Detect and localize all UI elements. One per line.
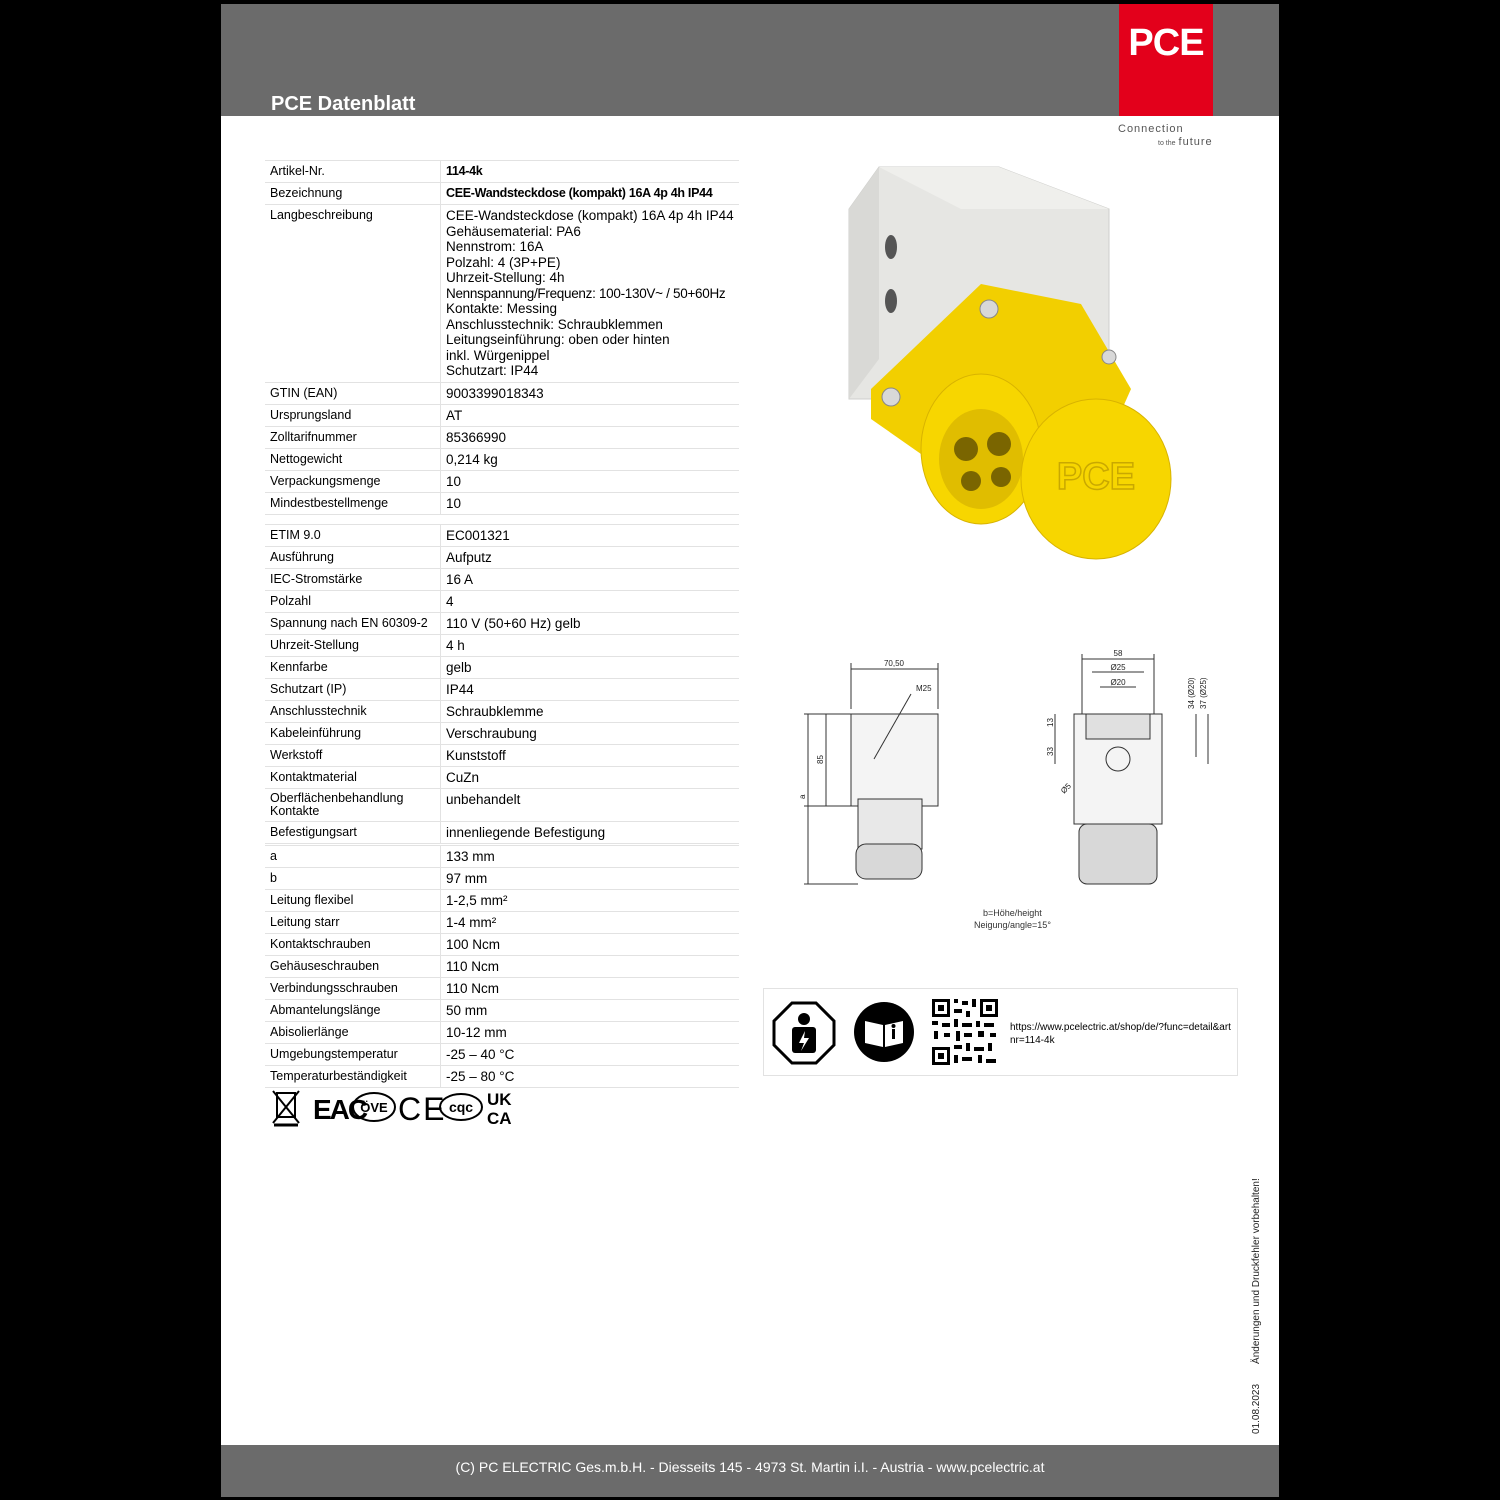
row-key: Oberflächenbehandlung Kontakte — [265, 789, 441, 822]
read-manual-icon — [853, 1001, 915, 1063]
pce-logo — [1119, 4, 1213, 116]
table-row — [265, 205, 739, 383]
dim-width: 70,50 — [883, 659, 905, 668]
row-key: IEC-Stromstärke — [265, 569, 441, 591]
row-value: 110 V (50+60 Hz) gelb — [441, 613, 740, 635]
row-value: 97 mm — [441, 868, 740, 890]
desc-line: Anschlusstechnik: Schraubklemmen — [446, 316, 663, 332]
row-key: Kontaktschrauben — [265, 934, 441, 956]
table-row — [265, 1066, 739, 1088]
table-row — [265, 767, 739, 789]
qualified-electrician-icon — [772, 1001, 836, 1065]
product-url-link[interactable]: https://www.pcelectric.at/shop/de/?func=detail&artnr=114-4k — [1010, 1022, 1231, 1046]
row-value: 16 A — [441, 569, 740, 591]
row-value: unbehandelt — [441, 789, 740, 822]
row-value: CuZn — [441, 767, 740, 789]
table-row — [265, 978, 739, 1000]
dim-a: a — [798, 794, 807, 799]
dim-58: 58 — [1113, 649, 1123, 658]
installation-table — [265, 845, 739, 1088]
row-key: Temperaturbeständigkeit — [265, 1066, 441, 1088]
eac-mark: EAC — [313, 1094, 367, 1125]
table-row — [265, 1044, 739, 1066]
cqc-mark: cqc — [448, 1099, 474, 1115]
row-key: Abisolierlänge — [265, 1022, 441, 1044]
table-row — [265, 183, 739, 205]
row-key: Verpackungsmenge — [265, 470, 441, 492]
row-value: 10 — [441, 470, 740, 492]
desc-line: Polzahl: 4 (3P+PE) — [446, 254, 561, 270]
dim-85: 85 — [816, 755, 825, 764]
row-value: 114-4k — [441, 161, 740, 183]
table-row — [265, 470, 739, 492]
row-value: 1-2,5 mm² — [441, 890, 740, 912]
product-image — [841, 159, 1186, 569]
row-value: 133 mm — [441, 846, 740, 868]
desc-line: Kontakte: Messing — [446, 301, 558, 316]
table-row — [265, 569, 739, 591]
row-value: -25 – 40 °C — [441, 1044, 740, 1066]
table-row — [265, 723, 739, 745]
row-value: Schraubklemme — [441, 701, 740, 723]
row-value: 85366990 — [441, 426, 740, 448]
desc-line: Schutzart: IP44 — [446, 363, 539, 378]
datasheet-page — [221, 4, 1279, 1497]
article-table — [265, 160, 739, 515]
row-key: Kabeleinführung — [265, 723, 441, 745]
row-key: Kontaktmaterial — [265, 767, 441, 789]
row-key: Zolltarifnummer — [265, 426, 441, 448]
table-row — [265, 679, 739, 701]
row-key: Artikel-Nr. — [265, 161, 441, 183]
row-key: Schutzart (IP) — [265, 679, 441, 701]
row-key: a — [265, 846, 441, 868]
desc-line: Gehäusematerial: PA6 — [446, 223, 581, 239]
ove-mark: ÖVE — [360, 1100, 388, 1115]
technical-drawing — [796, 639, 1226, 929]
row-key: Werkstoff — [265, 745, 441, 767]
table-row — [265, 956, 739, 978]
row-key: Verbindungsschrauben — [265, 978, 441, 1000]
row-key: GTIN (EAN) — [265, 382, 441, 404]
row-key: Befestigungsart — [265, 822, 441, 844]
side-note-disclaimer: Änderungen und Druckfehler vorbehalten! — [1251, 1178, 1262, 1364]
tagline-small: to the — [1158, 140, 1176, 147]
row-key: Polzahl — [265, 591, 441, 613]
row-key: Ursprungsland — [265, 404, 441, 426]
drawing-note-height: b=Höhe/height — [983, 908, 1042, 918]
row-key: Leitung flexibel — [265, 890, 441, 912]
row-key: Anschlusstechnik — [265, 701, 441, 723]
desc-line: Nennspannung/Frequenz: 100-130V~ / 50+60Hz — [446, 285, 726, 301]
logo-text: PCE — [1128, 22, 1204, 64]
row-value: 110 Ncm — [441, 978, 740, 1000]
row-value: Aufputz — [441, 547, 740, 569]
row-value: CEE-Wandsteckdose (kompakt) 16A 4p 4h IP44 — [441, 183, 740, 205]
ukca-mark-uk: UK — [487, 1090, 512, 1109]
ce-mark: CE — [398, 1091, 447, 1127]
row-value: gelb — [441, 657, 740, 679]
row-key: Spannung nach EN 60309-2 — [265, 613, 441, 635]
certification-marks — [269, 1087, 529, 1127]
row-value: AT — [441, 404, 740, 426]
table-row — [265, 404, 739, 426]
desc-line: inkl. Würgenippel — [446, 347, 550, 363]
table-row — [265, 547, 739, 569]
row-value: IP44 — [441, 679, 740, 701]
table-row — [265, 613, 739, 635]
row-key: ETIM 9.0 — [265, 525, 441, 547]
dim-33: 33 — [1046, 747, 1055, 756]
dim-d20: Ø20 — [1110, 678, 1126, 687]
row-value: 110 Ncm — [441, 956, 740, 978]
row-key: Abmantelungslänge — [265, 1000, 441, 1022]
dim-13: 13 — [1046, 718, 1055, 727]
table-row — [265, 912, 739, 934]
row-value: 4 — [441, 591, 740, 613]
table-row — [265, 525, 739, 547]
dim-thread: M25 — [916, 684, 932, 693]
row-value: -25 – 80 °C — [441, 1066, 740, 1088]
row-value: 9003399018343 — [441, 382, 740, 404]
table-row — [265, 789, 739, 822]
row-key: Leitung starr — [265, 912, 441, 934]
desc-line: Nennstrom: 16A — [446, 239, 544, 254]
table-row — [265, 448, 739, 470]
table-row — [265, 745, 739, 767]
row-value: Kunststoff — [441, 745, 740, 767]
side-note — [1251, 1178, 1262, 1434]
row-value: EC001321 — [441, 525, 740, 547]
row-value: 10-12 mm — [441, 1022, 740, 1044]
row-value: 4 h — [441, 635, 740, 657]
table-row — [265, 161, 739, 183]
row-key: Gehäuseschrauben — [265, 956, 441, 978]
table-row — [265, 934, 739, 956]
dim-34: 34 (Ø20) — [1187, 677, 1196, 709]
qr-code-icon — [930, 997, 1000, 1067]
row-value: 1-4 mm² — [441, 912, 740, 934]
drawing-note-angle: Neigung/angle=15° — [974, 920, 1051, 930]
row-value: innenliegende Befestigung — [441, 822, 740, 844]
row-key: Bezeichnung — [265, 183, 441, 205]
table-row — [265, 822, 739, 844]
row-key: Kennfarbe — [265, 657, 441, 679]
product-logo-emboss: PCE — [1056, 456, 1136, 498]
dim-37: 37 (Ø25) — [1199, 677, 1208, 709]
dim-d25: Ø25 — [1110, 663, 1126, 672]
table-row — [265, 591, 739, 613]
table-row — [265, 426, 739, 448]
desc-line: Leitungseinführung: oben oder hinten — [446, 332, 670, 347]
row-value: 50 mm — [441, 1000, 740, 1022]
weee-bin-icon — [273, 1091, 299, 1125]
row-key: Mindestbestellmenge — [265, 492, 441, 514]
row-key: Uhrzeit-Stellung — [265, 635, 441, 657]
table-row — [265, 382, 739, 404]
footer-text: (C) PC ELECTRIC Ges.m.b.H. - Diesseits 145 - 4973 St. Martin i.I. - Austria - www.pcelectric.at — [455, 1459, 1045, 1475]
page-title: PCE Datenblatt — [271, 93, 416, 115]
row-value: 0,214 kg — [441, 448, 740, 470]
table-row — [265, 846, 739, 868]
row-value: 10 — [441, 492, 740, 514]
etim-table — [265, 524, 739, 844]
tagline-future-word: future — [1178, 136, 1213, 148]
long-description — [441, 205, 740, 383]
row-value: 100 Ncm — [441, 934, 740, 956]
ukca-mark-ca: CA — [487, 1109, 512, 1127]
table-row — [265, 701, 739, 723]
header-bar — [221, 4, 1279, 116]
row-key: Langbeschreibung — [265, 205, 441, 383]
row-key: b — [265, 868, 441, 890]
footer-bar — [221, 1445, 1279, 1497]
tagline-connection: Connection — [1118, 123, 1184, 135]
table-row — [265, 635, 739, 657]
table-row — [265, 657, 739, 679]
row-key: Ausführung — [265, 547, 441, 569]
tagline-future — [1158, 136, 1213, 148]
row-value: Verschraubung — [441, 723, 740, 745]
row-key: Nettogewicht — [265, 448, 441, 470]
table-row — [265, 492, 739, 514]
dim-d5: Ø5 — [1059, 781, 1073, 796]
table-row — [265, 868, 739, 890]
table-row — [265, 890, 739, 912]
side-note-date: 01.08.2023 — [1251, 1383, 1262, 1434]
desc-line: Uhrzeit-Stellung: 4h — [446, 270, 565, 285]
desc-line: CEE-Wandsteckdose (kompakt) 16A 4p 4h IP44 — [446, 208, 734, 223]
table-row — [265, 1000, 739, 1022]
row-key: Umgebungstemperatur — [265, 1044, 441, 1066]
table-row — [265, 1022, 739, 1044]
info-box — [763, 988, 1238, 1076]
